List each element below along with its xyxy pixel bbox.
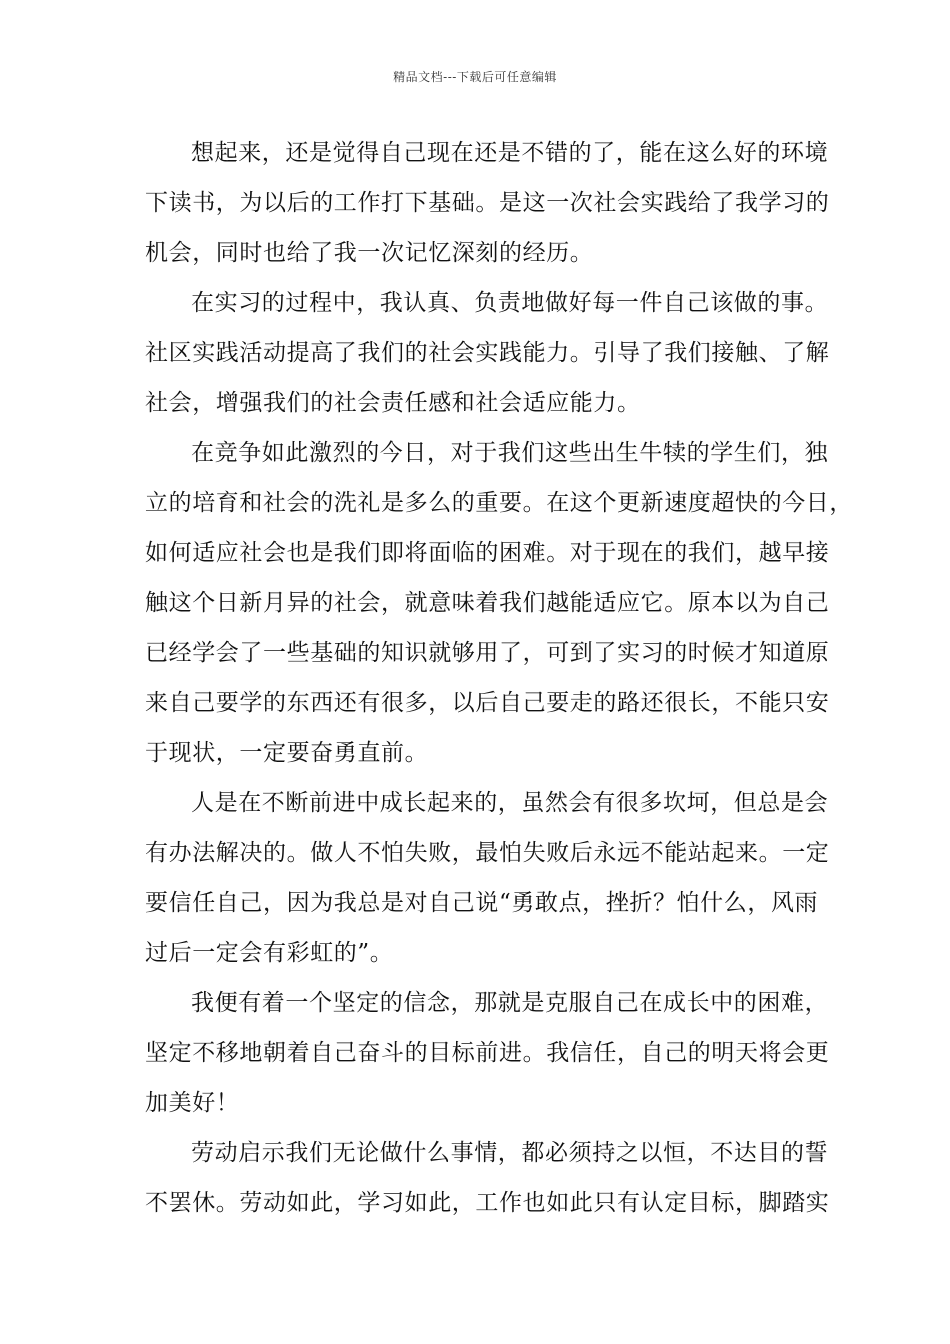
text-line: 有办法解决的。做人不怕失败，最怕失败后永远不能站起来。一定 (145, 840, 830, 866)
text-line: 社区实践活动提高了我们的社会实践能力。引导了我们接触、了解 (145, 340, 830, 366)
text-line: 加美好！ (145, 1090, 240, 1116)
text-line: 在实习的过程中，我认真、负责地做好每一件自己该做的事。 (191, 290, 829, 316)
text-line: 如何适应社会也是我们即将面临的困难。对于现在的我们，越早接 (145, 540, 830, 566)
text-line: 过后一定会有彩虹的”。 (145, 940, 394, 966)
text-line: 要信任自己，因为我总是对自己说“勇敢点，挫折？怕什么，风雨 (145, 890, 819, 916)
text-line: 在竞争如此激烈的今日，对于我们这些出生牛犊的学生们，独 (191, 440, 829, 466)
text-line: 人是在不断前进中成长起来的，虽然会有很多坎坷，但总是会 (191, 790, 829, 816)
text-line: 来自己要学的东西还有很多，以后自己要走的路还很长，不能只安 (145, 690, 830, 716)
paragraph-3 (145, 428, 853, 778)
text-line: 我便有着一个坚定的信念，那就是克服自己在成长中的困难， (191, 990, 829, 1016)
text-line: 于现状，一定要奋勇直前。 (145, 740, 429, 766)
document-body (145, 128, 853, 1228)
text-line: 社会，增强我们的社会责任感和社会适应能力。 (145, 390, 641, 416)
text-line: 劳动启示我们无论做什么事情，都必须持之以恒，不达目的誓 (191, 1140, 829, 1166)
paragraph-5 (145, 978, 830, 1128)
text-line: 机会，同时也给了我一次记忆深刻的经历。 (145, 240, 594, 266)
text-line: 已经学会了一些基础的知识就够用了，可到了实习的时候才知道原 (145, 640, 830, 666)
paragraph-1 (145, 128, 830, 278)
text-line: 不罢休。劳动如此，学习如此，工作也如此只有认定目标，脚踏实 (145, 1190, 830, 1216)
paragraph-2 (145, 278, 830, 428)
paragraph-6 (145, 1128, 830, 1228)
paragraph-4 (145, 778, 830, 978)
text-line: 下读书，为以后的工作打下基础。是这一次社会实践给了我学习的 (145, 190, 830, 216)
text-line: 立的培育和社会的洗礼是多么的重要。在这个更新速度超快的今日， (145, 490, 853, 516)
text-line: 坚定不移地朝着自己奋斗的目标前进。我信任，自己的明天将会更 (145, 1040, 830, 1066)
page-header: 精品文档---下载后可任意编辑 (393, 70, 557, 84)
text-line: 想起来，还是觉得自己现在还是不错的了，能在这么好的环境 (191, 140, 829, 166)
text-line: 触这个日新月异的社会，就意味着我们越能适应它。原本以为自己 (145, 590, 830, 616)
